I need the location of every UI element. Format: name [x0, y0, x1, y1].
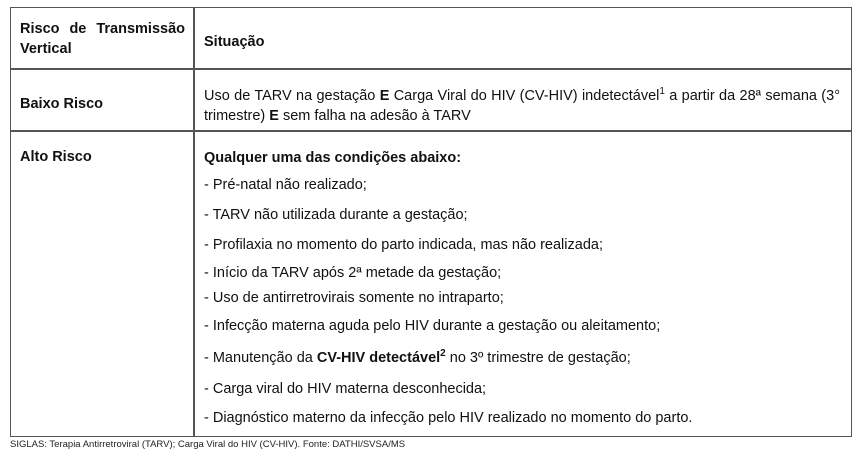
high-risk-condition: - Profilaxia no momento do parto indicada, mas não realizada;: [204, 237, 603, 253]
high-risk-condition: - Uso de antirretrovirais somente no intraparto;: [204, 290, 504, 306]
low-risk-label: Baixo Risco: [20, 96, 103, 112]
row-divider-header: [11, 68, 851, 70]
footnote: SIGLAS: Terapia Antirretroviral (TARV); Carga Viral do HIV (CV-HIV). Fonte: DATHI/SVSA/MS: [10, 439, 406, 450]
high-risk-label: Alto Risco: [20, 149, 92, 165]
header-risk-column: Risco de Transmissão Vertical: [20, 21, 185, 57]
high-risk-condition: - TARV não utilizada durante a gestação;: [204, 207, 468, 223]
column-divider: [193, 8, 195, 436]
high-risk-condition: - Início da TARV após 2ª metade da gestação;: [204, 265, 502, 281]
high-risk-condition: - Diagnóstico materno da infecção pelo HIV realizado no momento do parto.: [204, 410, 693, 426]
high-risk-condition: - Infecção materna aguda pelo HIV durante a gestação ou aleitamento;: [204, 318, 661, 334]
high-risk-intro: Qualquer uma das condições abaixo:: [204, 150, 462, 166]
high-risk-condition: - Carga viral do HIV materna desconhecida;: [204, 381, 487, 397]
high-risk-condition: - Pré-natal não realizado;: [204, 177, 367, 193]
header-situation-column: Situação: [204, 34, 265, 50]
high-risk-condition: - Manutenção da CV-HIV detectável$^2$ no 3º trimestre de gestação;: [204, 348, 631, 366]
low-risk-description: Uso de TARV na gestação E Carga Viral do HIV (CV-HIV) indetectável$^1$ a partir da 28ª semana (3° trimestre) E sem falha na adesão à TARV: [204, 86, 840, 124]
risk-table: [10, 7, 852, 437]
row-divider-low-risk: [11, 130, 851, 132]
